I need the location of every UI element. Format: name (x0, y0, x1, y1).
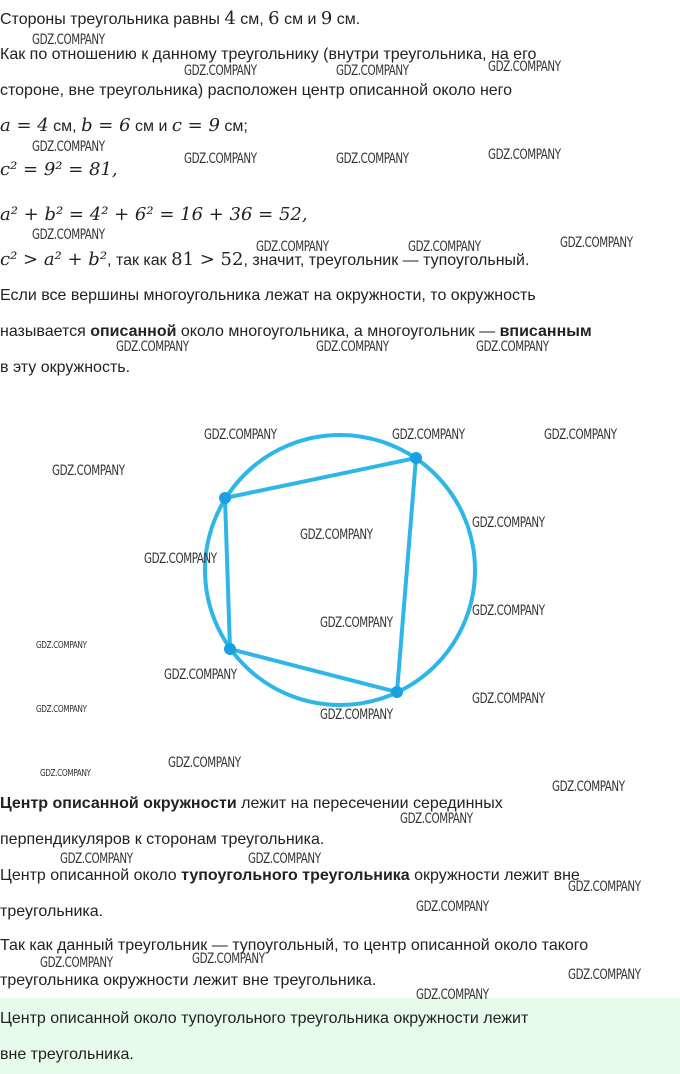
unit-text: см; (219, 118, 248, 135)
watermark: GDZ.COMPANY (408, 239, 481, 255)
answer-box (0, 998, 680, 1074)
watermark: GDZ.COMPANY (472, 603, 545, 619)
watermark: GDZ.COMPANY (320, 707, 393, 723)
theory-line-1 (0, 794, 503, 814)
inequality: c² > a² + b² (0, 249, 108, 270)
side-value: 6 (268, 8, 280, 29)
statement-text: Стороны треугольника равны (0, 11, 225, 28)
watermark: GDZ.COMPANY (488, 59, 561, 75)
term-circumscribed: описанной (90, 323, 177, 340)
theory-line-4: треугольника. (0, 903, 104, 920)
theory-text: Центр описанной около (0, 867, 182, 884)
watermark: GDZ.COMPANY (116, 339, 189, 355)
theory-term: тупоугольного треугольника (181, 867, 410, 884)
watermark: GDZ.COMPANY (184, 151, 257, 167)
watermark: GDZ.COMPANY (488, 147, 561, 163)
watermark: GDZ.COMPANY (320, 615, 393, 631)
watermark: GDZ.COMPANY (336, 63, 409, 79)
watermark: GDZ.COMPANY (552, 779, 625, 795)
watermark: GDZ.COMPANY (248, 851, 321, 867)
watermark: GDZ.COMPANY (392, 427, 465, 443)
watermark: GDZ.COMPANY (40, 955, 113, 971)
watermark: GDZ.COMPANY (472, 691, 545, 707)
reasoning-line-2: треугольника окружности лежит вне треугольника. (0, 972, 377, 989)
comparison-text: , так как (107, 252, 172, 269)
watermark: GDZ.COMPANY (164, 667, 237, 683)
equation-sum-squares: a² + b² = 4² + 6² = 16 + 36 = 52, (0, 204, 308, 225)
watermark: GDZ.COMPANY (40, 768, 91, 779)
watermark: GDZ.COMPANY (60, 851, 133, 867)
watermark: GDZ.COMPANY (568, 879, 641, 895)
side-value: 4 (224, 8, 236, 29)
math-c: c = 9 (171, 115, 220, 136)
watermark: GDZ.COMPANY (36, 640, 87, 651)
watermark: GDZ.COMPANY (568, 967, 641, 983)
unit-text: см и (130, 118, 172, 135)
math-a: a = 4 (0, 115, 49, 136)
inequality-numeric: 81 > 52 (171, 249, 244, 270)
watermark: GDZ.COMPANY (32, 32, 105, 48)
watermark: GDZ.COMPANY (316, 339, 389, 355)
vertex-point (410, 452, 422, 464)
watermark: GDZ.COMPANY (184, 63, 257, 79)
statement-line-3: стороне, вне треугольника) расположен центр описанной около него (0, 82, 513, 99)
theory-text: окружности лежит вне (409, 867, 580, 884)
unit-text: см. (332, 11, 361, 28)
conclusion-text: , значит, треугольник — тупоугольный. (243, 252, 530, 269)
answer-line-2: вне треугольника. (0, 1046, 134, 1063)
watermark: GDZ.COMPANY (144, 551, 217, 567)
unit-text: см и (279, 11, 321, 28)
watermark: GDZ.COMPANY (168, 755, 241, 771)
watermark: GDZ.COMPANY (32, 139, 105, 155)
watermark: GDZ.COMPANY (32, 227, 105, 243)
reasoning-line-1: Так как данный треугольник — тупоугольный, то центр описанной около такого (0, 937, 589, 954)
watermark: GDZ.COMPANY (36, 704, 87, 715)
statement-line-2: Как по отношению к данному треугольнику (внутри треугольника, на его (0, 46, 537, 63)
vertex-point (224, 643, 236, 655)
watermark: GDZ.COMPANY (204, 427, 277, 443)
vertex-point (219, 492, 231, 504)
watermark: GDZ.COMPANY (472, 515, 545, 531)
answer-line-1: Центр описанной около тупоугольного треугольника окружности лежит (0, 1010, 529, 1027)
watermark: GDZ.COMPANY (416, 987, 489, 1003)
watermark: GDZ.COMPANY (300, 527, 373, 543)
inscribed-polygon (225, 458, 416, 692)
theory-line-2: перпендикуляров к сторонам треугольника. (0, 831, 325, 848)
vertex-point (391, 686, 403, 698)
definition-line-1: Если все вершины многоугольника лежат на окружности, то окружность (0, 287, 536, 304)
watermark: GDZ.COMPANY (476, 339, 549, 355)
watermark: GDZ.COMPANY (400, 811, 473, 827)
watermark: GDZ.COMPANY (336, 151, 409, 167)
theory-term: Центр описанной окружности (0, 795, 237, 812)
math-b: b = 6 (81, 115, 131, 136)
equation-c-squared: c² = 9² = 81, (0, 159, 118, 180)
watermark: GDZ.COMPANY (52, 463, 125, 479)
unit-text: см, (235, 11, 269, 28)
watermark: GDZ.COMPANY (544, 427, 617, 443)
watermark: GDZ.COMPANY (192, 951, 265, 967)
watermark: GDZ.COMPANY (416, 899, 489, 915)
definition-text: около многоугольника, а многоугольник — (176, 323, 500, 340)
watermark: GDZ.COMPANY (256, 239, 329, 255)
theory-text: лежит на пересечении серединных (236, 795, 503, 812)
definition-line-3: в эту окружность. (0, 359, 131, 376)
side-value: 9 (320, 8, 333, 29)
definition-text: называется (0, 323, 91, 340)
watermark: GDZ.COMPANY (560, 235, 633, 251)
theory-line-3 (0, 866, 580, 886)
term-inscribed: вписанным (499, 323, 592, 340)
unit-text: см, (48, 118, 82, 135)
